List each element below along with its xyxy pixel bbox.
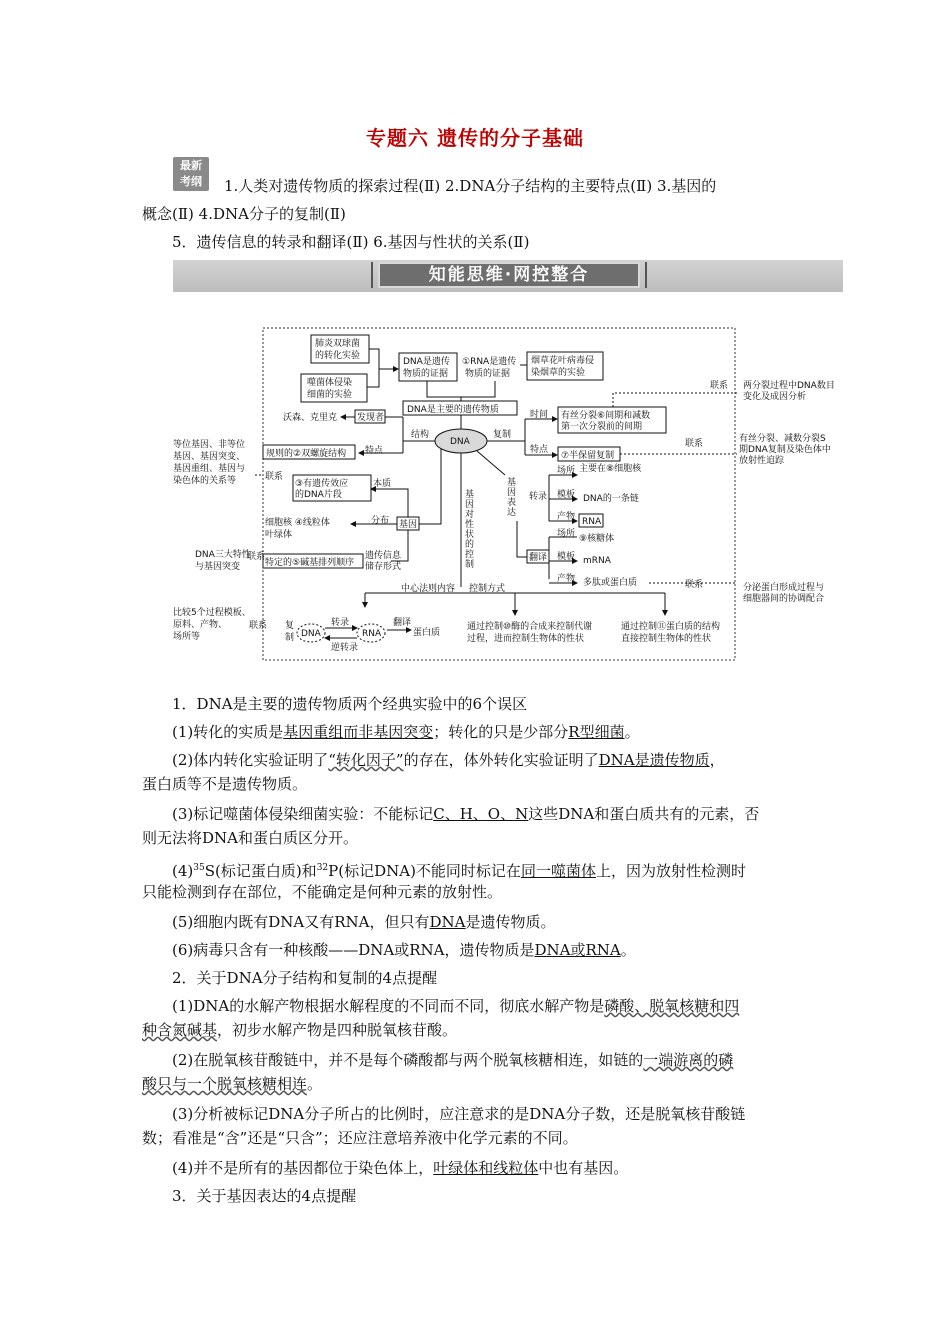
control-way-label: 控制方式 (469, 584, 506, 594)
compare-1: 比较5个过程模板、 (173, 608, 251, 618)
rna-small: RNA (362, 629, 382, 639)
enzyme-2: 过程，进而控制生物体的性状 (467, 634, 585, 644)
rep-2: 制 (285, 633, 295, 643)
nucleus: 主要在⑧细胞核 (579, 464, 642, 474)
product-2: 产物 (557, 574, 576, 584)
compare-2: 原料、产物、 (173, 620, 228, 630)
right2-1: 有丝分裂、减数分裂S (739, 434, 826, 444)
direct-2: 直接控制生物体的性状 (621, 634, 712, 644)
banner-tick-left (371, 262, 373, 288)
link3-label: 联系 (685, 580, 704, 590)
dna-small: DNA (301, 629, 321, 639)
three-traits-1: DNA三大特性 (195, 550, 251, 560)
phage-text-1: 噬菌体侵染 (307, 378, 353, 388)
rep-time-1: 有丝分裂⑥间期和减数 (561, 411, 651, 421)
note-1-4-cont: 只能检测到存在部位，不能确定是何种元素的放射性。 (142, 883, 503, 901)
central-label: 中心法则内容 (401, 584, 456, 594)
place-1: 场所 (557, 466, 576, 476)
note-1-1: (1)转化的实质是基因重组而非基因突变；转化的只是少部分R型细菌。 (172, 723, 640, 741)
three-link: 联系 (247, 552, 266, 562)
rep-time-2: 第一次分裂前的间期 (561, 422, 643, 432)
badge-line-1: 最新 (180, 159, 202, 172)
right2-3: 放射性追踪 (739, 456, 785, 466)
dna-evidence-2: 物质的证据 (403, 369, 449, 379)
gc-1: 基 (465, 490, 475, 500)
note-1-3-cont: 则无法将DNA和蛋白质区分开。 (142, 829, 358, 847)
gene-label: 基因 (399, 520, 418, 530)
organelle-1: 细胞核 ④线粒体 (265, 518, 330, 528)
organelle-2: 叶绿体 (265, 530, 293, 540)
gc-5: 状 (465, 530, 475, 540)
time-label: 时间 (530, 410, 549, 420)
latest-syllabus-badge (173, 157, 209, 191)
note-1-2-cont: 蛋白质等不是遗传物质。 (142, 775, 308, 793)
left-gene-1: 等位基因、非等位 (173, 440, 246, 450)
rna-evidence-2: 物质的证据 (465, 369, 511, 379)
compare-link: 联系 (249, 621, 268, 631)
gc-4: 性 (465, 520, 475, 530)
note-2-1: (1)DNA的水解产物根据水解程度的不同而不同，彻底水解产物是磷酸、脱氧核糖和四 (172, 997, 740, 1015)
compare-3: 场所等 (173, 632, 201, 642)
left-gene-4: 染色体的关系等 (173, 476, 237, 486)
gene-link-label: 联系 (265, 472, 284, 482)
right1-2: 变化及成因分析 (743, 392, 807, 402)
syllabus-line-1: 1.人类对遗传物质的探索过程(Ⅱ) 2.DNA分子结构的主要特点(Ⅱ) 3.基因的 (224, 177, 717, 195)
peptide: 多肽或蛋白质 (583, 578, 638, 588)
right3-2: 细胞器间的协调配合 (743, 594, 825, 604)
direct-1: 通过控制⑪蛋白质的结构 (621, 622, 721, 632)
note-2-1-cont: 种含氮碱基，初步水解产物是四种脱氧核苷酸。 (142, 1021, 458, 1039)
gc-3: 对 (465, 510, 475, 520)
ribosome: ⑨核糖体 (579, 534, 615, 544)
discoverer-label: 发现者 (357, 413, 385, 423)
three-traits-2: 与基因突变 (195, 562, 241, 572)
translation-2: 翻译 (393, 618, 412, 628)
expr-bracket (517, 521, 527, 557)
section-3-heading: 3．关于基因表达的4点提醒 (172, 1187, 357, 1205)
product-1: 产物 (557, 512, 576, 522)
structure-label: 结构 (411, 430, 430, 440)
link1-line (613, 393, 737, 407)
concept-map (165, 325, 855, 665)
badge-line-2: 考纲 (180, 175, 202, 188)
template-2: 模板 (557, 552, 576, 562)
note-2-2-cont: 酸只与一个脱氧核糖相连。 (142, 1075, 323, 1093)
phage-text-2: 细菌的实验 (307, 390, 353, 400)
section-banner (173, 260, 843, 292)
gene-dna-line (419, 449, 441, 524)
page-title: 专题六 遗传的分子基础 (366, 126, 584, 150)
gc-2: 因 (465, 500, 475, 510)
note-1-3: (3)标记噬菌体侵染细菌实验：不能标记C、H、O、N这些DNA和蛋白质共有的元素，否 (172, 805, 760, 823)
syllabus-line-2: 概念(Ⅱ) 4.DNA分子的复制(Ⅱ) (142, 205, 346, 223)
note-1-2: (2)体内转化实验证明了“转化因子”的存在，体外转化实验证明了DNA是遗传物质， (172, 751, 725, 769)
gene-essence-line (371, 489, 408, 517)
effect-2: 的DNA片段 (295, 490, 342, 500)
rep-1: 复 (285, 621, 295, 631)
note-2-3-cont: 数；看准是“含”还是“只含”；还应注意培养液中化学元素的不同。 (142, 1129, 578, 1147)
enzyme-1: 通过控制⑩酶的合成来控制代谢 (467, 622, 593, 632)
note-1-4: $(4)^{35}S$(标记蛋白质)和$^{32}$P(标记DNA)不能同时标记在同一噬菌体上，因为放射性检测时 (172, 862, 746, 880)
section-1-heading: 1．DNA是主要的遗传物质两个经典实验中的6个误区 (172, 695, 528, 713)
left-gene-2: 基因、基因突变、 (173, 452, 246, 462)
expr-4: 达 (507, 508, 517, 518)
link1-label: 联系 (710, 381, 729, 391)
info-storage-2: 储存形式 (365, 562, 402, 572)
gc-8: 制 (465, 560, 475, 570)
note-2-2: (2)在脱氧核苷酸链中，并不是每个磷酸都与两个脱氧核糖相连，如链的一端游离的磷 (172, 1051, 734, 1069)
right3-1: 分泌蛋白形成过程与 (743, 583, 825, 593)
watson-label: 沃森、克里克 (283, 413, 338, 423)
dna-evidence-1: DNA是遗传 (403, 357, 450, 367)
protein-label: 蛋白质 (413, 628, 441, 638)
feature-label-right: 特点 (530, 445, 549, 455)
section-2-heading: 2．关于DNA分子结构和复制的4点提醒 (172, 969, 438, 987)
place-2: 场所 (557, 529, 576, 539)
pneumo-text-1: 肺炎双球菌 (315, 339, 361, 349)
expr-1: 基 (507, 478, 517, 488)
translation-label: 翻译 (529, 553, 548, 563)
tmv-1: 烟草花叶病毒侵 (531, 356, 595, 366)
banner-tick-right (645, 262, 647, 288)
distribution-label: 分布 (371, 516, 390, 526)
essence-label: 本质 (373, 479, 392, 489)
right2-2: 期DNA复制及染色体中 (739, 445, 831, 455)
dna-label: DNA (450, 437, 470, 447)
effect-1: ③有遗传效应 (295, 479, 349, 489)
expr-3: 表 (507, 498, 517, 508)
transcription-2: 转录 (331, 618, 350, 628)
pneumo-text-2: 的转化实验 (315, 351, 361, 361)
rna-evidence-1: ①RNA是遗传 (462, 357, 517, 367)
evidence-join (427, 381, 495, 397)
replication-label: 复制 (493, 430, 512, 440)
tmv-2: 染烟草的实验 (531, 368, 586, 378)
syllabus-line-3: 5．遗传信息的转录和翻译(Ⅱ) 6.基因与性状的关系(Ⅱ) (172, 233, 530, 251)
note-2-3: (3)分析被标记DNA分子所占的比例时，应注意求的是DNA分子数，还是脱氧核苷酸链 (172, 1105, 746, 1123)
semi-text: ⑦半保留复制 (561, 451, 615, 461)
sequence-text: 特定的⑤碱基排列顺序 (265, 558, 355, 568)
note-2-4: (4)并不是所有的基因都位于染色体上，叶绿体和线粒体中也有基因。 (172, 1159, 629, 1177)
banner-label: 知能思维·网控整合 (378, 262, 640, 288)
mrna: mRNA (583, 556, 611, 566)
reverse-label: 逆转录 (331, 643, 359, 653)
note-1-6: (6)病毒只含有一种核酸——DNA或RNA，遗传物质是DNA或RNA。 (172, 941, 636, 959)
note-1-5: (5)细胞内既有DNA又有RNA，但只有DNA是遗传物质。 (172, 913, 556, 931)
helix-text: 规则的②双螺旋结构 (266, 449, 347, 459)
link2-label: 联系 (685, 439, 704, 449)
gc-7: 控 (465, 550, 475, 560)
expr-2: 因 (507, 488, 517, 498)
gc-6: 的 (465, 540, 475, 550)
feature-label-left: 特点 (365, 446, 384, 456)
info-storage-1: 遗传信息 (365, 551, 402, 561)
one-chain: DNA的一条链 (583, 494, 639, 504)
left-gene-3: 基因重组、基因与 (173, 464, 246, 474)
transcription-label: 转录 (529, 492, 548, 502)
expr-line (477, 451, 505, 475)
template-1: 模板 (557, 490, 576, 500)
right1-1: 两分裂过程中DNA数目 (743, 381, 835, 391)
main-material: DNA是主要的遗传物质 (407, 405, 499, 415)
rna-text: RNA (582, 517, 602, 527)
